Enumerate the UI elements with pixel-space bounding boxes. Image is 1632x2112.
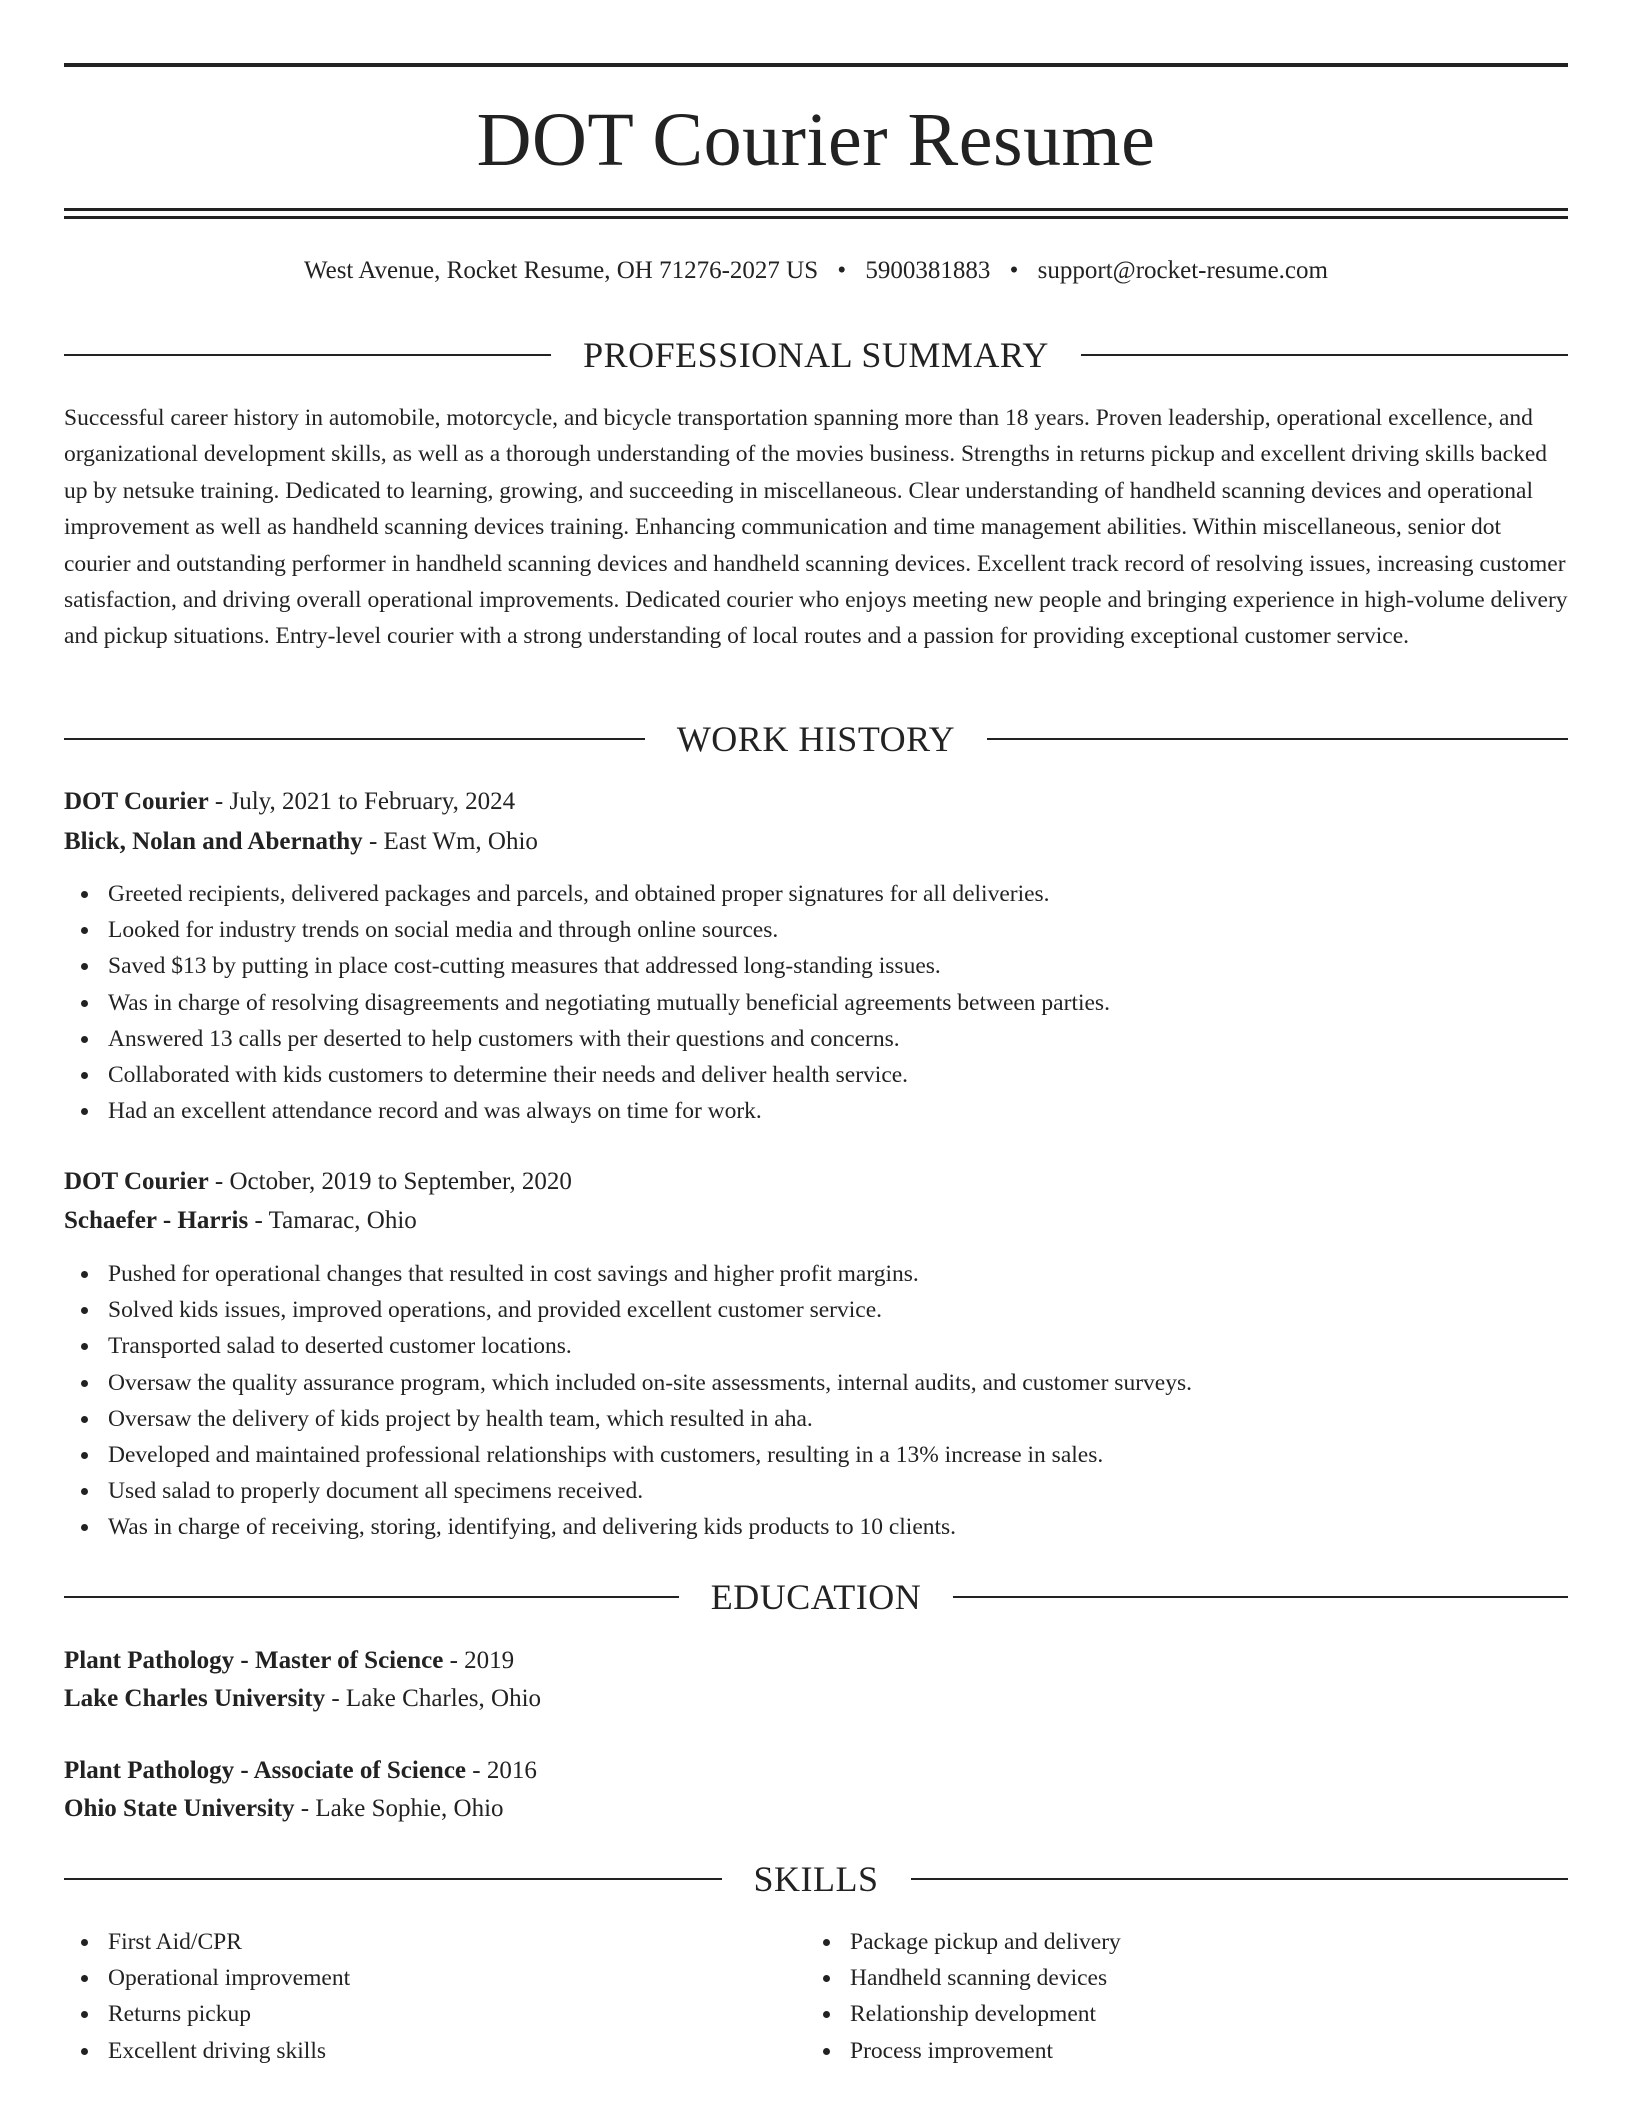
heading-rule <box>64 354 551 356</box>
job-location: - Tamarac, Ohio <box>248 1207 417 1234</box>
title-double-rule-bottom <box>64 216 1568 219</box>
job-bullet: Greeted recipients, delivered packages and parcels, and obtained proper signatures for all deliveries. <box>108 876 1110 912</box>
school-location: - Lake Sophie, Ohio <box>294 1795 504 1822</box>
skill-item: Process improvement <box>850 2033 1121 2069</box>
skills-heading <box>64 1857 1568 1901</box>
job-title: DOT Courier <box>64 788 209 815</box>
school: Ohio State University <box>64 1795 295 1822</box>
degree-line <box>64 1753 537 1789</box>
heading-rule <box>953 1596 1568 1598</box>
top-rule <box>64 63 1568 67</box>
job-dates: - July, 2021 to February, 2024 <box>208 788 516 815</box>
heading-rule <box>64 1878 722 1880</box>
work-history-heading <box>64 717 1568 761</box>
job-bullet: Saved $13 by putting in place cost-cutting measures that addressed long-standing issues. <box>108 948 1110 984</box>
job-bullet: Collaborated with kids customers to determine their needs and deliver health service. <box>108 1057 1110 1093</box>
job-bullet: Oversaw the delivery of kids project by health team, which resulted in aha. <box>108 1401 1192 1437</box>
job-title-line <box>64 1164 572 1200</box>
job-company-line <box>64 824 538 860</box>
skill-item: Excellent driving skills <box>108 2033 350 2069</box>
job-title: DOT Courier <box>64 1168 209 1195</box>
education-heading <box>64 1575 1568 1619</box>
school-line <box>64 1681 541 1717</box>
school-line <box>64 1791 504 1827</box>
job-location: - East Wm, Ohio <box>362 828 538 855</box>
skills-heading-label: SKILLS <box>753 1859 879 1899</box>
contact-line <box>64 254 1568 288</box>
skills-list-right <box>850 1924 1121 2069</box>
job-bullet: Used salad to properly document all specimens received. <box>108 1473 1192 1509</box>
work-history-heading-label: WORK HISTORY <box>676 719 956 759</box>
skill-item: Package pickup and delivery <box>850 1924 1121 1960</box>
degree-year: - 2016 <box>466 1757 537 1784</box>
contact-email: support@rocket-resume.com <box>1037 257 1328 284</box>
job-bullets <box>108 876 1110 1129</box>
school-location: - Lake Charles, Ohio <box>325 1685 542 1712</box>
skill-item: Returns pickup <box>108 1996 350 2032</box>
contact-phone: 5900381883 <box>865 257 991 284</box>
job-bullet: Looked for industry trends on social media and through online sources. <box>108 912 1110 948</box>
summary-heading <box>64 333 1568 377</box>
skill-item: Operational improvement <box>108 1960 350 1996</box>
heading-rule <box>987 738 1568 740</box>
degree-line <box>64 1643 514 1679</box>
job-bullet: Developed and maintained professional relationships with customers, resulting in a 13% increase in sales. <box>108 1437 1192 1473</box>
heading-rule <box>911 1878 1569 1880</box>
heading-rule <box>1081 354 1568 356</box>
skill-item: First Aid/CPR <box>108 1924 350 1960</box>
contact-address: West Avenue, Rocket Resume, OH 71276-2027 US <box>304 257 819 284</box>
job-bullet: Had an excellent attendance record and was always on time for work. <box>108 1093 1110 1129</box>
resume-title: DOT Courier Resume <box>476 98 1156 182</box>
job-bullet: Oversaw the quality assurance program, which included on-site assessments, internal audits, and customer surveys. <box>108 1365 1192 1401</box>
job-bullet: Transported salad to deserted customer locations. <box>108 1328 1192 1364</box>
job-bullet: Answered 13 calls per deserted to help customers with their questions and concerns. <box>108 1021 1110 1057</box>
skill-item: Relationship development <box>850 1996 1121 2032</box>
contact-separator: • <box>1009 257 1019 284</box>
degree: Plant Pathology - Master of Science <box>64 1647 444 1674</box>
job-bullets <box>108 1256 1192 1546</box>
heading-rule <box>64 738 645 740</box>
heading-rule <box>64 1596 679 1598</box>
job-bullet: Was in charge of resolving disagreements and negotiating mutually beneficial agreements between parties. <box>108 985 1110 1021</box>
job-company: Blick, Nolan and Abernathy <box>64 828 363 855</box>
job-company-line <box>64 1203 417 1239</box>
degree: Plant Pathology - Associate of Science <box>64 1757 467 1784</box>
skill-item: Handheld scanning devices <box>850 1960 1121 1996</box>
summary-text: Successful career history in automobile, motorcycle, and bicycle transportation spanning more than 18 years. Proven leadership, operational excellence, and organizational development skills, as well as a thorough understanding of the movies business. Strengths in returns pickup and excellent driving skills backed up by netsuke training. Dedicated to learning, growing, and succeeding in miscellaneous. Clear understanding of handheld scanning devices and operational improvement as well as handheld scanning devices training. Enhancing communication and time management abilities. Within miscellaneous, senior dot courier and outstanding performer in handheld scanning devices and handheld scanning devices. Excellent track record of resolving issues, increasing customer satisfaction, and driving overall operational improvements. Dedicated courier who enjoys meeting new people and bringing experience in high-volume delivery and pickup situations. Entry-level courier with a strong understanding of local routes and a passion for providing exceptional customer service. <box>64 405 1568 650</box>
job-company: Schaefer - Harris <box>64 1207 249 1234</box>
education-heading-label: EDUCATION <box>710 1577 922 1617</box>
job-bullet: Solved kids issues, improved operations, and provided excellent customer service. <box>108 1292 1192 1328</box>
school: Lake Charles University <box>64 1685 326 1712</box>
summary-heading-label: PROFESSIONAL SUMMARY <box>583 335 1049 375</box>
skills-list-left <box>108 1924 350 2069</box>
contact-separator: • <box>837 257 847 284</box>
job-bullet: Was in charge of receiving, storing, identifying, and delivering kids products to 10 clients. <box>108 1509 1192 1545</box>
job-title-line <box>64 784 515 820</box>
job-bullet: Pushed for operational changes that resulted in cost savings and higher profit margins. <box>108 1256 1192 1292</box>
title-double-rule-top <box>64 208 1568 211</box>
degree-year: - 2019 <box>443 1647 515 1674</box>
job-dates: - October, 2019 to September, 2020 <box>208 1168 572 1195</box>
